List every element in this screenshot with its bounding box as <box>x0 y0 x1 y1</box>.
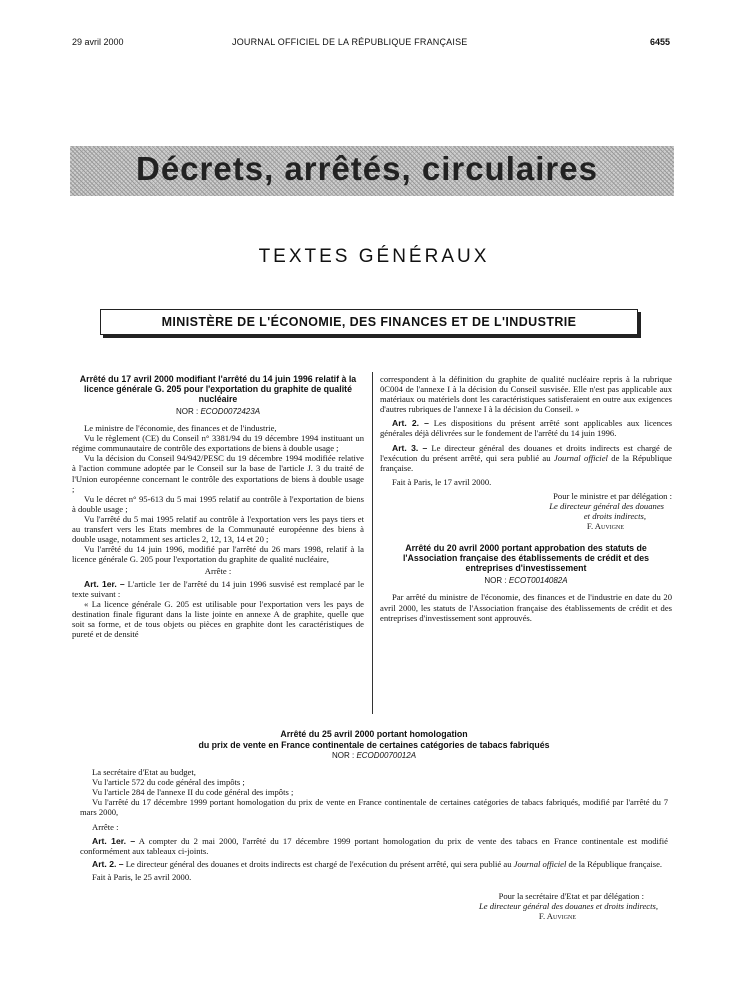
arrete1-title: Arrêté du 17 avril 2000 modifiant l'arrêté du 14 juin 1996 relatif à la licence générale G. 205 pour l'exportation du graphite de qualité nucléaire <box>79 374 357 404</box>
arrete3-fait: Fait à Paris, le 25 avril 2000. <box>92 871 192 882</box>
arrete3-vu-0: La secrétaire d'Etat au budget, <box>92 767 196 778</box>
arrete1-signature-name: F. Auvigne <box>586 521 624 532</box>
arrete1-art1-text: L'article 1er de l'arrêté du 14 juin 1996 susvisé est remplacé par le texte suivant : <box>72 578 365 599</box>
arrete3-signature-line2: Le directeur général des douanes et droits indirects, <box>478 901 658 912</box>
banner-title: Décrets, arrêtés, circulaires <box>136 150 598 187</box>
arrete3-art2-label: Art. 2. – <box>92 858 124 869</box>
arrete1-art1-label: Art. 1er. – <box>84 578 125 589</box>
header-date: 29 avril 2000 <box>72 37 124 47</box>
arrete3-vu-3: Vu l'arrêté du 17 décembre 1999 portant homologation du prix de vente en France continentale de certaines catégories de tabacs fabriqués, modifié par l'arrêté du 7 mars 2000, <box>80 797 668 818</box>
arrete3-art2-journal: Journal officiel <box>513 858 567 869</box>
section-title: TEXTES GÉNÉRAUX <box>258 246 490 267</box>
column-divider <box>372 372 373 714</box>
arrete1-quote-part2: correspondent à la définition du graphite de qualité nucléaire repris à la rubrique 0C004 de l'annexe I à la décision du Conseil susvisée. Elle n'est pas applicable aux matériaux ou matériels dont les caractéristiques satisferaient en outre aux exigences d'autres rubriques de l'annexe I à la décision du Conseil. » <box>380 374 672 415</box>
arrete1-art3-label: Art. 3. – <box>392 442 428 453</box>
arrete1-art2-text: Les dispositions du présent arrêté sont applicables aux licences générales déjà délivrées sur le fondement de l'arrêté du 14 juin 1996. <box>380 418 672 439</box>
ministry-box: MINISTÈRE DE L'ÉCONOMIE, DES FINANCES ET DE L'INDUSTRIE <box>100 309 638 335</box>
arrete1-nor <box>72 407 364 417</box>
arrete1-arrete-word: Arrête : <box>204 566 232 577</box>
arrete1-vu-0: Le ministre de l'économie, des finances et de l'industrie, <box>84 423 277 434</box>
arrete1-nor-code: ECOD0072423A <box>200 407 261 416</box>
left-column <box>72 374 364 639</box>
arrete3-art2-text-b: de la République française. <box>566 858 663 869</box>
arrete3-art1-text: A compter du 2 mai 2000, l'arrêté du 17 décembre 1999 portant homologation du prix de vente des tabacs en France continentale est modifié conformément aux tableaux ci-joints. <box>80 835 668 856</box>
arrete1-vu-3: Vu le décret n° 95-613 du 5 mai 1995 relatif au contrôle à l'exportation de biens à double usage ; <box>72 493 364 514</box>
arrete1-nor-label: NOR : <box>175 407 199 416</box>
header-page-number: 6455 <box>650 37 671 47</box>
arrete1-art3-journal: Journal officiel <box>553 452 608 463</box>
arrete1-vu-5: Vu l'arrêté du 14 juin 1996, modifié par l'arrêté du 26 mars 1998, relatif à la licence générale G. 205 pour l'exportation du graphite de qualité nucléaire, <box>72 544 364 565</box>
arrete2-title: Arrêté du 20 avril 2000 portant approbation des statuts de l'Association française des établissements de crédit et des entreprises d'investissement <box>402 543 650 574</box>
arrete3-signature-line1: Pour la secrétaire d'Etat et par délégation : <box>498 891 644 902</box>
arrete3-nor-code: ECOD0070012A <box>356 751 417 760</box>
spacer <box>380 531 672 543</box>
arrete3-signature-name: F. Auvigne <box>538 911 576 922</box>
arrete1-article-3 <box>380 443 672 473</box>
arrete1-vu-1: Vu le règlement (CE) du Conseil n° 3381/94 du 19 décembre 1994 instituant un régime communautaire de contrôle des exportations de biens à double usage ; <box>72 433 364 454</box>
arrete2-nor <box>380 576 672 586</box>
arrete3-art2-text-a: Le directeur général des douanes et droits indirects est chargé de l'exécution du présent arrêté, qui sera publié au <box>125 858 514 869</box>
arrete3-arrete-word: Arrête : <box>92 821 119 832</box>
arrete1-vu-4: Vu l'arrêté du 5 mai 1995 relatif au contrôle à l'exportation vers les pays tiers et au transfert vers les Etats membres de la Communauté européenne des biens à double usage, notamment ses articles 2, 12, 13, 14 et 20 ; <box>72 513 364 545</box>
arrete3-nor <box>80 751 668 761</box>
arrete1-vu-2: Vu la décision du Conseil 94/942/PESC du 19 décembre 1994 modifiée relative à l'action commune adoptée par le Conseil sur la base de l'article J. 3 du traité de l'Union européenne concernant le contrôle des exportations de biens à double usage ; <box>72 453 364 494</box>
right-column <box>380 374 672 623</box>
arrete1-signature-line2: Le directeur général des douanes <box>549 501 664 512</box>
arrete3-vu-1: Vu l'article 572 du code général des impôts ; <box>92 777 245 788</box>
arrete3-article-1 <box>80 836 668 856</box>
arrete1-signature-line3: et droits indirects, <box>583 511 646 522</box>
arrete3-block <box>80 729 668 921</box>
arrete1-signature-line1: Pour le ministre et par délégation : <box>553 490 672 501</box>
arrete1-fait: Fait à Paris, le 17 avril 2000. <box>392 476 492 487</box>
arrete3-nor-label: NOR : <box>331 751 355 760</box>
arrete1-art3-text-a: Le directeur général des douanes et droits indirects est chargé de l'exécution du présent arrêté, qui sera publié au <box>380 442 672 463</box>
arrete2-nor-label: NOR : <box>484 576 507 586</box>
arrete1-article-1 <box>72 579 364 599</box>
arrete1-art2-label: Art. 2. – <box>392 418 429 429</box>
arrete3-art1-label: Art. 1er. – <box>92 835 136 846</box>
arrete1-article-2 <box>380 418 672 438</box>
arrete1-quote-part1: « La licence générale G. 205 est utilisable pour l'exportation vers les pays de destination finale figurant dans la liste jointe en annexe A de graphite, quelle que soit sa forme, et de tous objets ou pièces en graphite dont les caractéristiques de pureté et de densité <box>72 598 364 639</box>
arrete3-vu-2: Vu l'article 284 de l'annexe II du code général des impôts ; <box>92 787 294 798</box>
arrete3-title-line1: Arrêté du 25 avril 2000 portant homologation <box>280 729 468 739</box>
arrete1-art3-text-b: de la République française. <box>380 452 672 473</box>
arrete3-article-2 <box>80 859 668 869</box>
arrete2-nor-code: ECOT0014082A <box>508 576 568 586</box>
arrete2-text: Par arrêté du ministre de l'économie, des finances et de l'industrie en date du 20 avril 2000, les statuts de l'Association française des établissements de crédit et des entreprises d'investissement sont approuvés. <box>380 592 672 623</box>
header-journal-title: JOURNAL OFFICIEL DE LA RÉPUBLIQUE FRANÇAISE <box>232 37 468 47</box>
arrete3-title-line2: du prix de vente en France continentale de certaines catégories de tabacs fabriqués <box>198 740 550 750</box>
